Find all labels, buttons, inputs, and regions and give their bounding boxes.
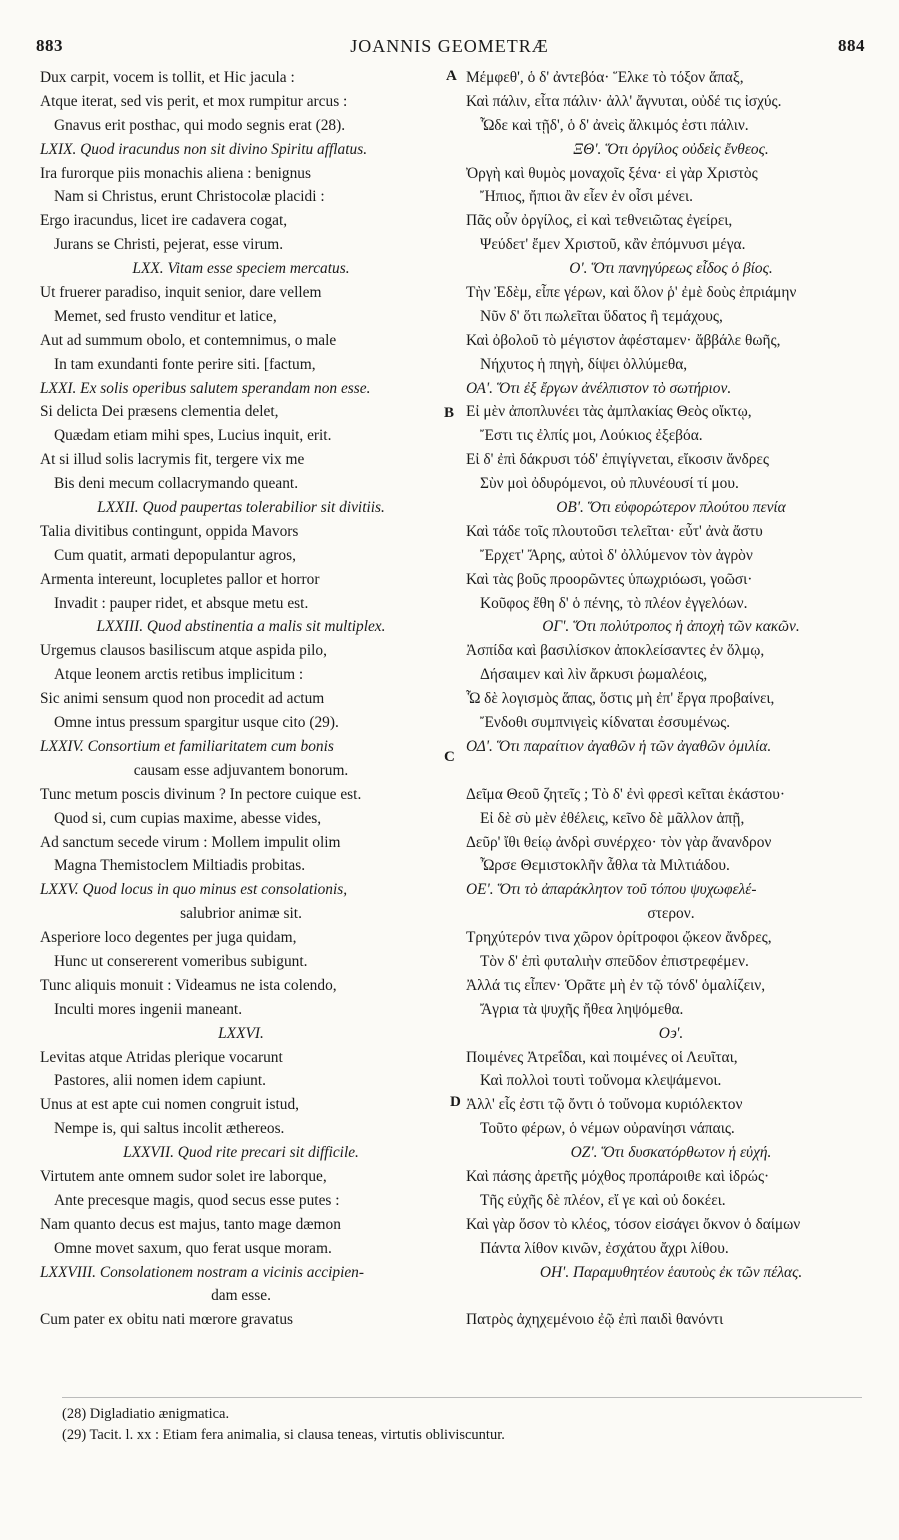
verse-line: Armenta intereunt, locupletes pallor et horror xyxy=(40,570,320,588)
section-heading: LXIX. Quod iracundus non sit divino Spiritu afflatus. xyxy=(40,140,368,158)
verse-line: Tunc metum poscis divinum ? In pectore cuique est. xyxy=(40,785,362,803)
verse-line: salubrior animæ sit. xyxy=(180,905,302,923)
verse-line: Ὀργὴ καὶ θυμὸς μοναχοῖς ξένα· εἰ γὰρ Χριστὸς xyxy=(466,164,758,182)
verse-line: Καὶ ὀβολοῦ τὸ μέγιστον ἀφέσταμεν· ἄββάλε θωῆς, xyxy=(466,331,781,349)
section-heading: ΟΗ'. Παραμυθητέον ἑαυτοὺς ἐκ τῶν πέλας. xyxy=(539,1263,803,1281)
footnote: (28) Digladiatio ænigmatica. xyxy=(62,1406,230,1422)
verse-line: Atque leonem arctis retibus implicitum : xyxy=(54,666,304,684)
verse-line: Νήχυτος ἡ πηγὴ, δίψει ὀλλύμεθα, xyxy=(480,355,688,373)
verse-line: Ὧδε καὶ τῇδ', ὁ δ' ἀνεὶς ἄλκιμός ἐστι πάλιν. xyxy=(480,116,749,134)
section-heading: LXXVI. xyxy=(218,1024,264,1042)
verse-line: Ira furorque piis monachis aliena : benignus xyxy=(40,164,311,182)
section-heading: LXX. Vitam esse speciem mercatus. xyxy=(132,260,350,278)
verse-line: causam esse adjuvantem bonorum. xyxy=(133,761,349,779)
verse-line: Talia divitibus contingunt, oppida Mavors xyxy=(40,522,299,540)
margin-letter-c: C xyxy=(444,749,455,765)
verse-line: Πάντα λίθον κινῶν, ἐσχάτου ἄχρι λίθου. xyxy=(480,1239,729,1257)
verse-line: Si delicta Dei præsens clementia delet, xyxy=(40,403,279,421)
verse-line: In tam exundanti fonte perire siti. [factum, xyxy=(54,355,316,373)
verse-line: Virtutem ante omnem sudor solet ire laborque, xyxy=(40,1167,327,1185)
verse-line: At si illud solis lacrymis fit, tergere vix me xyxy=(40,451,305,469)
verse-line: Sic animi sensum quod non procedit ad actum xyxy=(40,690,325,708)
verse-line: Memet, sed frusto venditur et latice, xyxy=(54,307,277,325)
verse-line: Ὦρσε Θεμιστοκλῆν ἆθλα τὰ Μιλτιάδου. xyxy=(480,857,730,875)
verse-line xyxy=(466,759,876,783)
verse-line: Κοῦφος ἔθη δ' ὁ πένης, τὸ πλέον ἐγγελόων. xyxy=(480,594,748,612)
section-heading: LXXII. Quod paupertas tolerabilior sit divitiis. xyxy=(97,499,385,517)
margin-letter-a: A xyxy=(446,68,457,84)
verse-line: Εἰ δὲ σὺ μὲν ἐθέλεις, κεῖνο δὲ μᾶλλον ἀπῇ, xyxy=(480,809,745,827)
verse-line: Tunc aliquis monuit : Videamus ne ista colendo, xyxy=(40,976,337,994)
verse-line: Ὧ δὲ λογισμὸς ἅπας, ὅστις μὴ ἐπ' ἔργα προβαίνει, xyxy=(466,690,775,708)
section-heading: ΟΔ'. Ὅτι παραίτιον ἀγαθῶν ἡ τῶν ἀγαθῶν ὁμιλία. xyxy=(466,737,772,755)
section-heading: Ο'. Ὅτι πανηγύρεως εἶδος ὁ βίος. xyxy=(569,260,773,278)
verse-line: Unus at est apte cui nomen congruit istud, xyxy=(40,1096,300,1114)
verse-line: Πατρὸς ἀχηχεμένοιο ἐῷ ἐπὶ παιδὶ θανόντι xyxy=(466,1311,724,1329)
verse-line: Ἤπιος, ἤπιοι ἂν εἶεν ἐν οἷσι μένει. xyxy=(480,188,693,206)
verse-line: Dux carpit, vocem is tollit, et Hic jacula : xyxy=(40,69,295,86)
verse-line: Omne movet saxum, quo ferat usque moram. xyxy=(54,1239,332,1257)
verse-line: Nam quanto decus est majus, tanto mage dæmon xyxy=(40,1215,341,1233)
verse-line: Τοῦτο φέρων, ὁ νέμων οὐρανίησι νάπαις. xyxy=(480,1120,735,1138)
verse-line: Asperiore loco degentes per juga quidam, xyxy=(40,929,297,947)
margin-letter-b: B xyxy=(444,405,455,421)
section-heading: LXXIII. Quod abstinentia a malis sit multiplex. xyxy=(96,618,386,636)
verse-line: Καὶ τάδε τοῖς πλουτοῦσι τελεῖται· εὖτ' ἀνὰ ἄστυ xyxy=(466,522,763,540)
verse-line: Ante precesque magis, quod secus esse putes : xyxy=(54,1191,340,1209)
verse-line: Καὶ γὰρ ὅσον τὸ κλέος, τόσον εἰσάγει ὄκνον ὁ δαίμων xyxy=(466,1215,801,1233)
section-heading: LXXVIII. Consolationem nostram a vicinis accipien- xyxy=(40,1263,365,1281)
page-number-right: 884 xyxy=(838,36,865,55)
verse-line xyxy=(466,1284,876,1308)
verse-line: Δεῖμα Θεοῦ ζητεῖς ; Τὸ δ' ἐνὶ φρεσὶ κεῖται ἑκάστου· xyxy=(466,785,786,803)
verse-line: Τῆς εὐχῆς δὲ πλέον, εἴ γε καὶ οὐ δοκέει. xyxy=(480,1191,726,1209)
running-title: JOANNIS GEOMETRÆ xyxy=(350,36,549,56)
verse-line: Jurans se Christi, pejerat, esse virum. xyxy=(54,236,284,254)
verse-line: Pastores, alii nomen idem capiunt. xyxy=(54,1072,267,1090)
verse-line: Quod si, cum cupias maxime, abesse vides, xyxy=(54,809,322,827)
verse-line: Atque iterat, sed vis perit, et mox rumpitur arcus : xyxy=(40,92,348,110)
margin-letter-d: D xyxy=(450,1094,461,1110)
verse-line: Cum pater ex obitu nati mœrore gravatus xyxy=(40,1311,294,1329)
verse-line: Invadit : pauper ridet, et absque metu est. xyxy=(54,594,309,612)
verse-line: Urgemus clausos basiliscum atque aspida pilo, xyxy=(40,642,327,660)
verse-line: Inculti mores ingenii maneant. xyxy=(54,1000,243,1018)
verse-line: στερον. xyxy=(647,905,695,923)
verse-line: Σὺν μοὶ ὀδυρόμενοι, οὐ πλυνέουσί τί μου. xyxy=(480,475,739,493)
verse-line: Τὸν δ' ἐπὶ φυταλιὴν σπεῦδον ἐπιστρεφέμεν. xyxy=(480,952,749,970)
section-heading: ΟΖ'. Ὅτι δυσκατόρθωτον ἡ εὐχή. xyxy=(570,1144,772,1162)
verse-line: Μέμφεθ', ὁ δ' ἀντεβόα· Ἕλκε τὸ τόξον ἅπαξ, xyxy=(466,69,744,86)
section-heading: ΟΑ'. Ὅτι ἐξ ἔργων ἀνέλπιστον τὸ σωτήριον. xyxy=(466,379,732,397)
verse-line: Ἔστι τις ἐλπίς μοι, Λούκιος ἐξεβόα. xyxy=(480,427,703,445)
verse-line: Ἀλλ' εἷς ἐστι τῷ ὄντι ὁ τοὔνομα κυριόλεκτον xyxy=(466,1096,743,1114)
verse-line: Ergo iracundus, licet ire cadavera cogat, xyxy=(40,212,288,230)
section-heading: LXXV. Quod locus in quo minus est consolationis, xyxy=(40,881,348,899)
section-heading: ΟΒ'. Ὅτι εὐφορώτερον πλούτου πενία xyxy=(556,499,786,517)
section-heading: ΞΘ'. Ὅτι ὀργίλος οὐδεὶς ἔνθεος. xyxy=(573,140,769,158)
page-number-left: 883 xyxy=(36,36,63,55)
section-heading: LXXIV. Consortium et familiaritatem cum bonis xyxy=(40,737,334,755)
verse-line: Ἔρχετ' Ἄρης, αὐτοὶ δ' ὀλλύμενον τὸν ἀγρὸν xyxy=(480,546,753,564)
verse-line: Καὶ πάλιν, εἶτα πάλιν· ἀλλ' ἄγνυται, οὐδέ τις ἰσχύς. xyxy=(466,92,782,110)
section-heading: LXXI. Ex solis operibus salutem sperandam non esse. xyxy=(40,379,371,397)
verse-line: Cum quatit, armati depopulantur agros, xyxy=(54,546,296,564)
verse-line: Aut ad summum obolo, et contemnimus, o male xyxy=(40,331,337,349)
verse-line: Καὶ πάσης ἀρετῆς μόχθος προπάροιθε καὶ ἱδρώς· xyxy=(466,1167,770,1185)
verse-line: Εἰ μὲν ἀποπλυνέει τὰς ἀμπλακίας Θεὸς οἴκτῳ, xyxy=(466,403,752,421)
section-heading: ΟΕ'. Ὅτι τὸ ἀπαράκλητον τοῦ τόπου ψυχωφελέ- xyxy=(466,881,757,899)
latin-column xyxy=(40,66,442,1332)
verse-line: Omne intus pressum spargitur usque cito (29). xyxy=(54,714,339,732)
verse-line: Nempe is, qui saltus incolit æthereos. xyxy=(54,1120,285,1138)
verse-line: Καὶ τὰς βοῦς προορῶντες ὑπωχριόωσι, γοῶσι· xyxy=(466,570,753,588)
verse-line: Hunc ut consererent vomeribus subigunt. xyxy=(54,952,308,970)
verse-line: Δεῦρ' ἴθι θείῳ ἀνδρὶ συνέρχεο· τὸν γὰρ ἄνανδρον xyxy=(466,833,772,851)
verse-line: Εἰ δ' ἐπὶ δάκρυσι τόδ' ἐπιγίγνεται, εἴκοσιν ἄνδρες xyxy=(466,451,769,469)
verse-line: Bis deni mecum collacrymando queant. xyxy=(54,475,299,493)
verse-line: dam esse. xyxy=(211,1287,271,1305)
verse-line: Ἀλλά τις εἶπεν· Ὁρᾶτε μὴ ἐν τῷ τόνδ' ὁμαλίζειν, xyxy=(466,976,766,994)
verse-line: Καὶ πολλοὶ τουτὶ τοὔνομα κλεψάμενοι. xyxy=(480,1072,722,1090)
footnote: (29) Tacit. l. xx : Etiam fera animalia, si clausa teneas, virtutis obliviscuntur. xyxy=(62,1427,505,1443)
verse-line: Πᾶς οὖν ὀργίλος, εἰ καὶ τεθνειῶτας ἐγείρει, xyxy=(466,212,733,230)
verse-line: Δήσαιμεν καὶ λὶν ἄρκυσι ῥωμαλέοις, xyxy=(480,666,708,684)
section-heading: Ο϶'. xyxy=(658,1024,684,1042)
verse-line: Ἀσπίδα καὶ βασιλίσκον ἀποκλείσαντες ἐν ὅλμῳ, xyxy=(466,642,765,660)
verse-line: Τὴν Ἐδὲμ, εἶπε γέρων, καὶ ὅλον ῥ' ἐμὲ δοὺς ἐπριάμην xyxy=(466,284,797,302)
verse-line: Magna Themistoclem Miltiadis probitas. xyxy=(54,857,306,875)
verse-line: Ἔνδοθι συμπνιγεὶς κίδναται ἐσσυμένως. xyxy=(480,714,731,732)
verse-line: Τρηχύτερόν τινα χῶρον ὀρίτροφοι ᾤκεον ἄνδρες, xyxy=(466,929,772,947)
verse-line: Ad sanctum secede virum : Mollem impulit olim xyxy=(40,833,341,851)
verse-line: Quædam etiam mihi spes, Lucius inquit, erit. xyxy=(54,427,332,445)
verse-line: Gnavus erit posthac, qui modo segnis erat (28). xyxy=(54,116,346,134)
footnotes xyxy=(62,1397,862,1446)
verse-line: Ἄγρια τὰ ψυχῆς ἤθεα ληψόμεθα. xyxy=(480,1000,684,1018)
verse-line: Ut fruerer paradiso, inquit senior, dare vellem xyxy=(40,284,322,302)
verse-line: Νῦν δ' ὅτι πωλεῖται ὕδατος ἢ τεμάχους, xyxy=(480,307,723,325)
greek-column xyxy=(466,66,876,1332)
section-heading: ΟΓ'. Ὅτι πολύτροπος ἡ ἀποχὴ τῶν κακῶν. xyxy=(542,618,800,636)
section-heading: LXXVII. Quod rite precari sit difficile. xyxy=(123,1144,359,1162)
verse-line: Levitas atque Atridas plerique vocarunt xyxy=(40,1048,283,1066)
verse-line: Nam si Christus, erunt Christocolæ placidi : xyxy=(54,188,325,206)
verse-line: Ψεύδετ' ἔμεν Χριστοῦ, κἂν ἐπόμνυσι μέγα. xyxy=(480,236,746,254)
verse-line: Ποιμένες Ἀτρεΐδαι, καὶ ποιμένες οἱ Λευῖται, xyxy=(466,1048,738,1066)
